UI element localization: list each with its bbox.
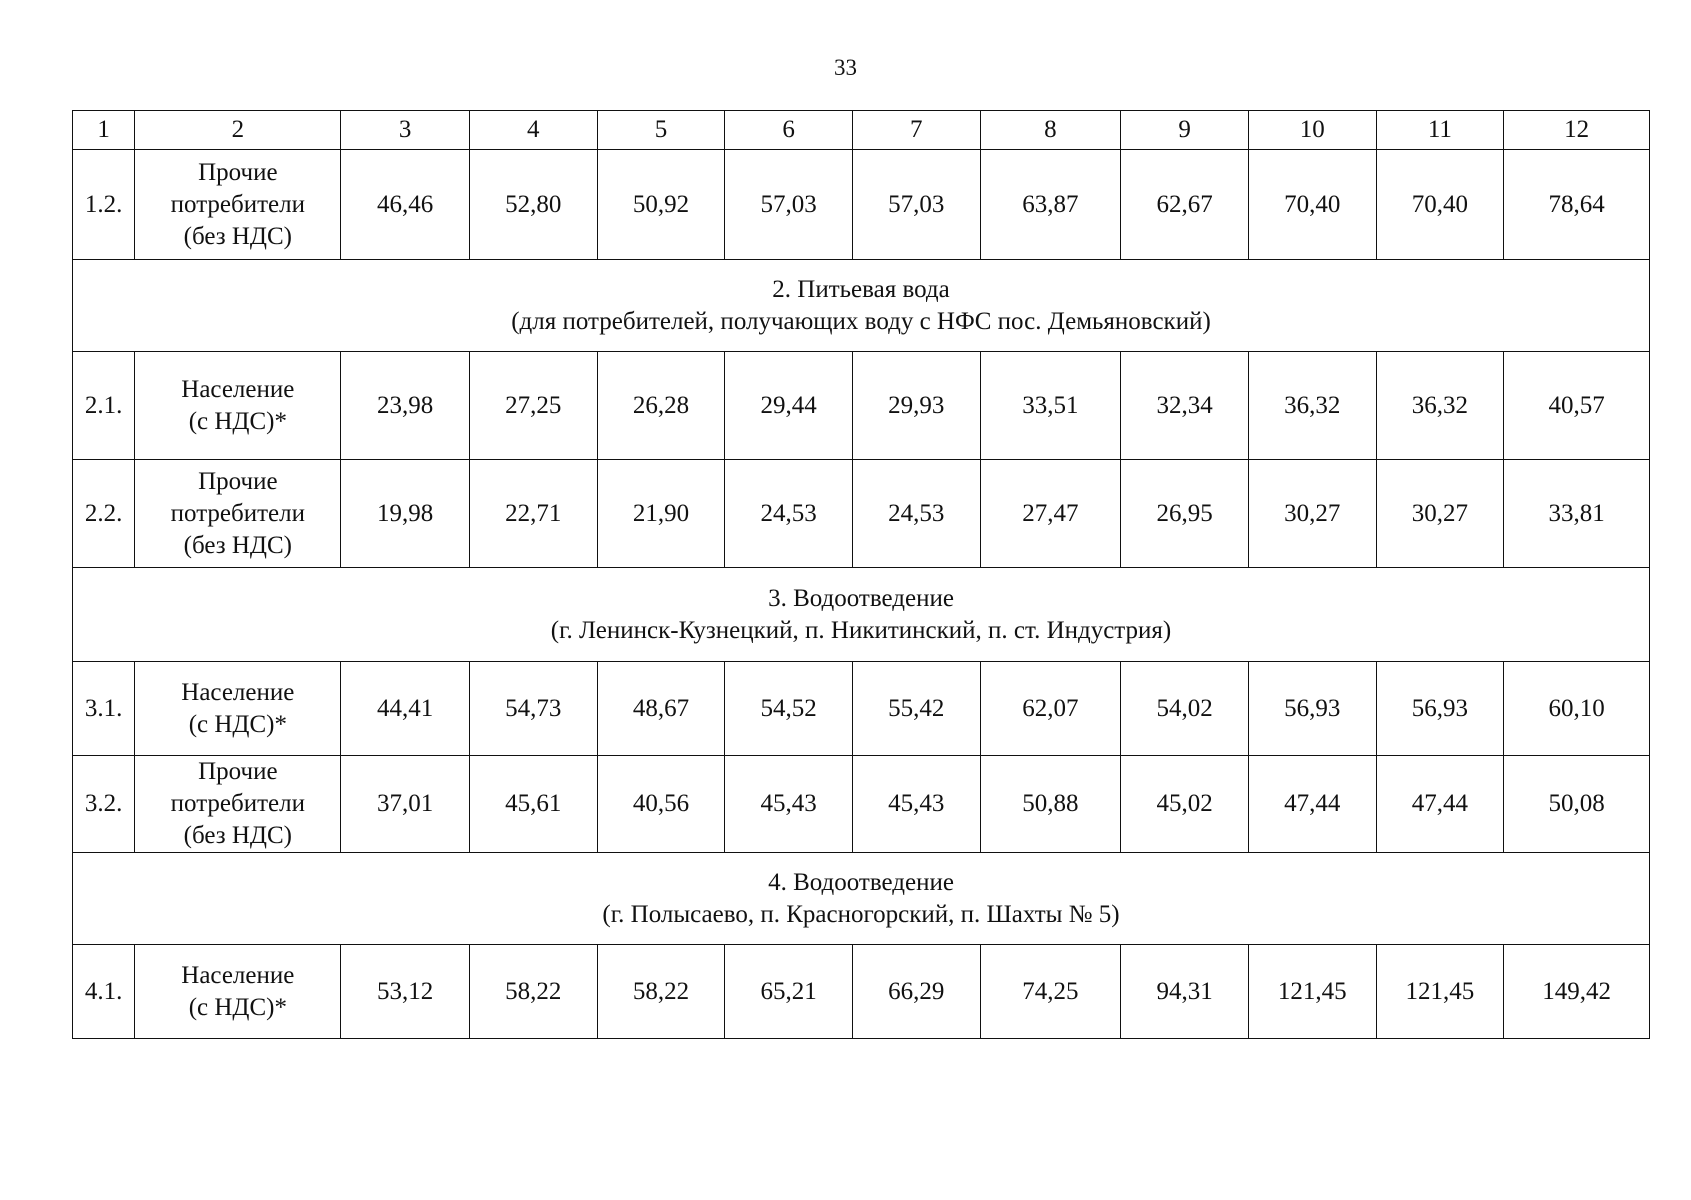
- tariff-value-cell: 29,93: [852, 352, 980, 460]
- tariff-value-cell: 74,25: [980, 945, 1121, 1039]
- consumer-category-line: (без НДС): [183, 222, 292, 250]
- tariff-value-cell: 37,01: [341, 756, 470, 853]
- column-header: 4: [469, 111, 597, 150]
- section-heading-line: 2. Питьевая вода: [772, 275, 950, 303]
- tariff-value-cell: 121,45: [1376, 945, 1504, 1039]
- row-number: 2.2.: [73, 460, 135, 568]
- consumer-category: [135, 756, 341, 853]
- tariff-value-cell: 45,02: [1121, 756, 1249, 853]
- tariff-value-cell: 24,53: [852, 460, 980, 568]
- column-header: 9: [1121, 111, 1249, 150]
- tariff-value-cell: 55,42: [852, 662, 980, 756]
- tariff-value-cell: 30,27: [1248, 460, 1376, 568]
- tariff-value-cell: 50,08: [1504, 756, 1650, 853]
- section-heading-line: (для потребителей, получающих воду с НФС пос. Демьяновский): [511, 307, 1211, 335]
- consumer-category-line: (с НДС)*: [188, 710, 287, 738]
- tariff-value-cell: 60,10: [1504, 662, 1650, 756]
- row-number: 4.1.: [73, 945, 135, 1039]
- tariff-value-cell: 58,22: [469, 945, 597, 1039]
- section-heading-line: 4. Водоотведение: [768, 868, 954, 896]
- table-row: [73, 460, 1650, 568]
- tariff-value-cell: 50,88: [980, 756, 1121, 853]
- tariff-value-cell: 19,98: [341, 460, 470, 568]
- tariff-value-cell: 70,40: [1248, 150, 1376, 260]
- consumer-category-line: потребители: [170, 499, 305, 527]
- column-header: 5: [597, 111, 725, 150]
- tariff-value-cell: 62,07: [980, 662, 1121, 756]
- consumer-category-line: потребители: [170, 790, 305, 817]
- tariff-value-cell: 33,81: [1504, 460, 1650, 568]
- tariff-value-cell: 121,45: [1248, 945, 1376, 1039]
- tariff-value-cell: 57,03: [852, 150, 980, 260]
- section-row: [73, 260, 1650, 352]
- tariff-value-cell: 48,67: [597, 662, 725, 756]
- tariff-value-cell: 27,25: [469, 352, 597, 460]
- tariff-value-cell: 47,44: [1248, 756, 1376, 853]
- tariff-value-cell: 54,02: [1121, 662, 1249, 756]
- column-header: 2: [135, 111, 341, 150]
- tariff-value-cell: 26,95: [1121, 460, 1249, 568]
- row-number: 2.1.: [73, 352, 135, 460]
- tariff-value-cell: 32,34: [1121, 352, 1249, 460]
- tariff-table: [72, 110, 1650, 1039]
- table-body: [73, 111, 1650, 1039]
- section-heading-line: 3. Водоотведение: [768, 584, 954, 612]
- consumer-category-line: Население: [181, 678, 295, 706]
- tariff-value-cell: 23,98: [341, 352, 470, 460]
- consumer-category-line: потребители: [170, 190, 305, 218]
- consumer-category: [135, 662, 341, 756]
- tariff-value-cell: 58,22: [597, 945, 725, 1039]
- tariff-value-cell: 24,53: [725, 460, 853, 568]
- tariff-value-cell: 63,87: [980, 150, 1121, 260]
- column-header: 8: [980, 111, 1121, 150]
- tariff-value-cell: 33,51: [980, 352, 1121, 460]
- tariff-value-cell: 45,61: [469, 756, 597, 853]
- consumer-category-line: (без НДС): [183, 531, 292, 559]
- tariff-value-cell: 62,67: [1121, 150, 1249, 260]
- tariff-value-cell: 21,90: [597, 460, 725, 568]
- consumer-category-line: Население: [181, 961, 295, 989]
- column-header: 6: [725, 111, 853, 150]
- section-heading-line: (г. Полысаево, п. Красногорский, п. Шахты № 5): [602, 900, 1120, 928]
- tariff-value-cell: 56,93: [1248, 662, 1376, 756]
- consumer-category: [135, 352, 341, 460]
- tariff-value-cell: 57,03: [725, 150, 853, 260]
- consumer-category: [135, 460, 341, 568]
- section-row: [73, 853, 1650, 945]
- tariff-value-cell: 56,93: [1376, 662, 1504, 756]
- consumer-category-line: Население: [181, 375, 295, 403]
- tariff-value-cell: 47,44: [1376, 756, 1504, 853]
- tariff-value-cell: 66,29: [852, 945, 980, 1039]
- column-number-header-row: [73, 111, 1650, 150]
- consumer-category-line: (с НДС)*: [188, 993, 287, 1021]
- column-header: 11: [1376, 111, 1504, 150]
- table-row: [73, 945, 1650, 1039]
- row-number: 3.1.: [73, 662, 135, 756]
- section-heading-line: (г. Ленинск-Кузнецкий, п. Никитинский, п. ст. Индустрия): [550, 616, 1172, 644]
- tariff-value-cell: 40,56: [597, 756, 725, 853]
- tariff-value-cell: 50,92: [597, 150, 725, 260]
- column-header: 3: [341, 111, 470, 150]
- tariff-value-cell: 36,32: [1248, 352, 1376, 460]
- consumer-category-line: Прочие: [198, 467, 278, 495]
- tariff-value-cell: 54,52: [725, 662, 853, 756]
- tariff-value-cell: 54,73: [469, 662, 597, 756]
- column-header: 10: [1248, 111, 1376, 150]
- column-header: 12: [1504, 111, 1650, 150]
- tariff-value-cell: 45,43: [725, 756, 853, 853]
- tariff-value-cell: 94,31: [1121, 945, 1249, 1039]
- section-heading: [73, 260, 1650, 352]
- table-row: [73, 150, 1650, 260]
- tariff-value-cell: 149,42: [1504, 945, 1650, 1039]
- tariff-value-cell: 65,21: [725, 945, 853, 1039]
- column-header: 7: [852, 111, 980, 150]
- page-number: 33: [834, 55, 857, 80]
- consumer-category-line: (с НДС)*: [188, 407, 287, 435]
- tariff-value-cell: 44,41: [341, 662, 470, 756]
- table-row: [73, 756, 1650, 853]
- tariff-value-cell: 29,44: [725, 352, 853, 460]
- tariff-value-cell: 22,71: [469, 460, 597, 568]
- tariff-value-cell: 70,40: [1376, 150, 1504, 260]
- section-heading: [73, 568, 1650, 662]
- consumer-category-line: (без НДС): [183, 822, 292, 849]
- row-number: 3.2.: [73, 756, 135, 853]
- tariff-value-cell: 78,64: [1504, 150, 1650, 260]
- table-row: [73, 662, 1650, 756]
- tariff-value-cell: 36,32: [1376, 352, 1504, 460]
- tariff-value-cell: 30,27: [1376, 460, 1504, 568]
- tariff-value-cell: 40,57: [1504, 352, 1650, 460]
- section-row: [73, 568, 1650, 662]
- tariff-value-cell: 52,80: [469, 150, 597, 260]
- row-number: 1.2.: [73, 150, 135, 260]
- column-header: 1: [73, 111, 135, 150]
- tariff-value-cell: 46,46: [341, 150, 470, 260]
- tariff-value-cell: 45,43: [852, 756, 980, 853]
- tariff-value-cell: 53,12: [341, 945, 470, 1039]
- section-heading: [73, 853, 1650, 945]
- consumer-category: [135, 150, 341, 260]
- consumer-category: [135, 945, 341, 1039]
- tariff-value-cell: 26,28: [597, 352, 725, 460]
- consumer-category-line: Прочие: [198, 158, 278, 186]
- tariff-value-cell: 27,47: [980, 460, 1121, 568]
- consumer-category-line: Прочие: [198, 758, 278, 785]
- table-row: [73, 352, 1650, 460]
